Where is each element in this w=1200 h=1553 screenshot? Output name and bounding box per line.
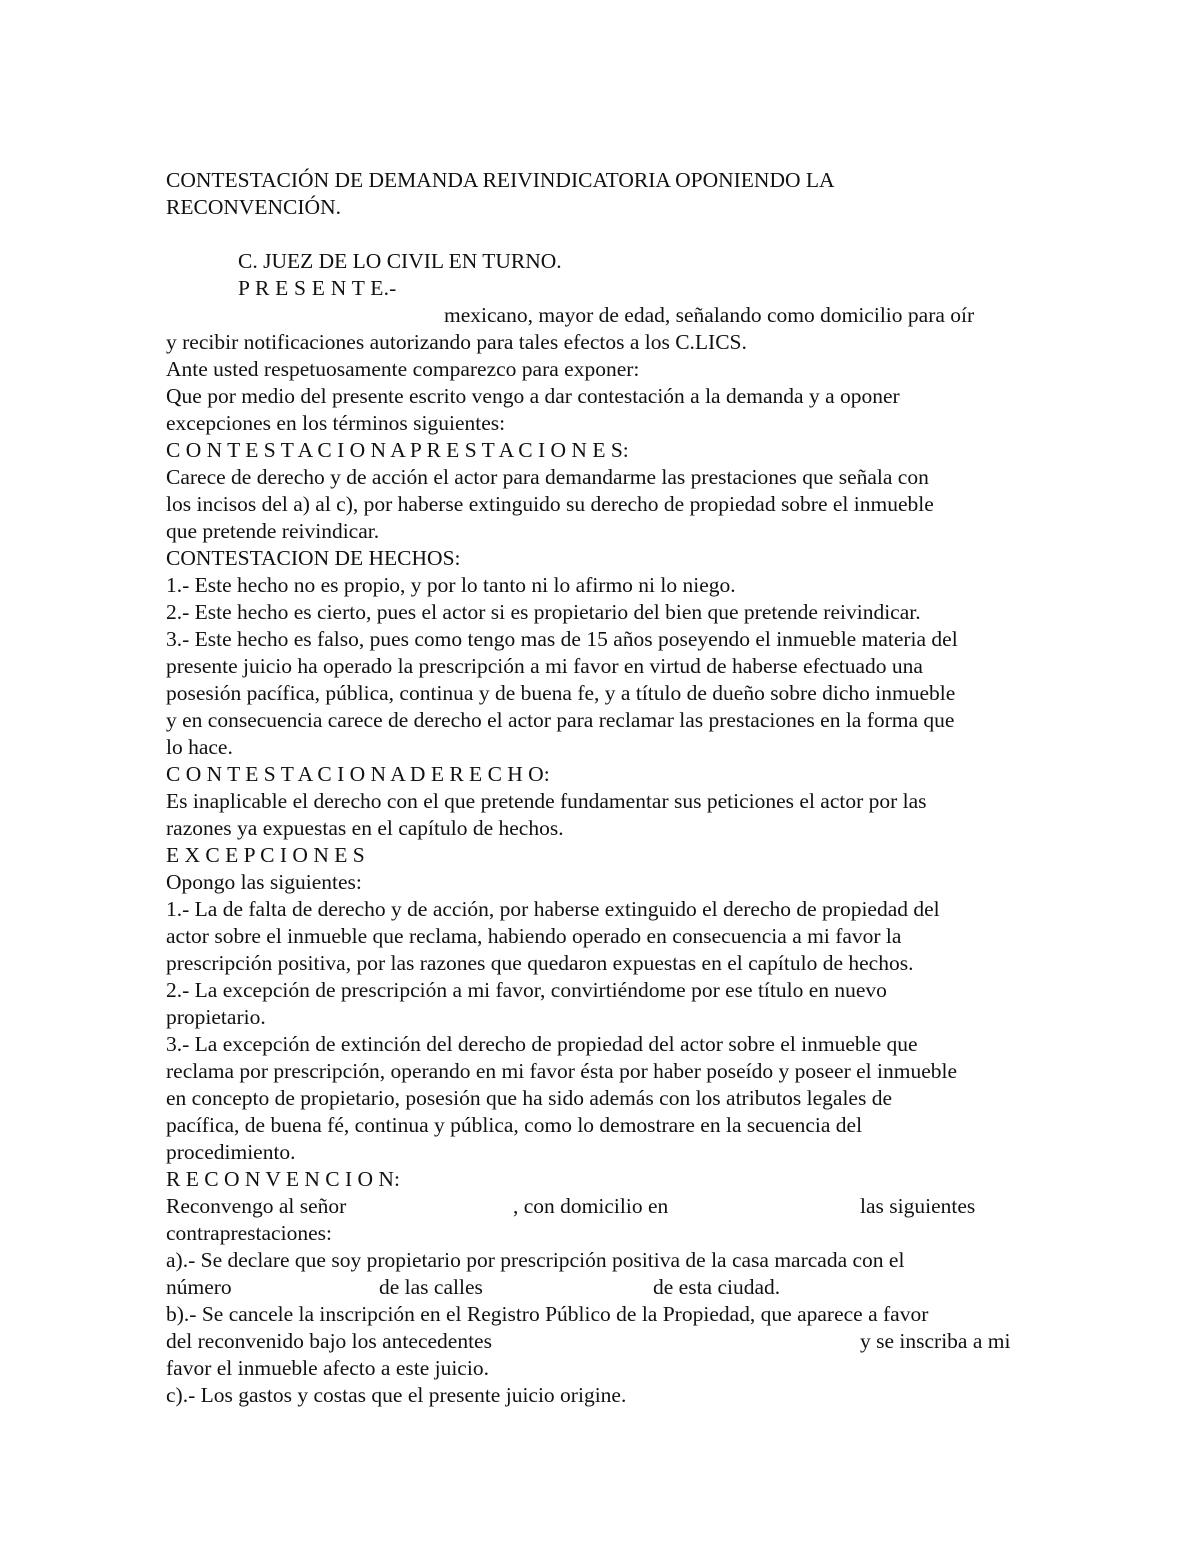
item-a-ciudad: de esta ciudad. bbox=[653, 1275, 781, 1299]
reconvengo-part-1: Reconvengo al señor bbox=[166, 1194, 347, 1218]
excepciones-line-1: 1.- La de falta de derecho y de acción, por haberse extinguido el derecho de propiedad del bbox=[166, 897, 940, 921]
item-b-line-3: favor el inmueble afecto a este juicio. bbox=[166, 1356, 489, 1380]
derecho-line-1: Es inaplicable el derecho con el que pretende fundamentar sus peticiones el actor por las bbox=[166, 789, 927, 813]
item-a-numero: número bbox=[166, 1275, 232, 1299]
excepciones-line-7: reclama por prescripción, operando en mi favor ésta por haber poseído y poseer el inmueble bbox=[166, 1059, 958, 1083]
heading-reconvencion: R E C O N V E N C I O N: bbox=[166, 1167, 400, 1191]
heading-contestacion-derecho: C O N T E S T A C I O N A D E R E C H O: bbox=[166, 762, 550, 786]
item-c-line: c).- Los gastos y costas que el presente juicio origine. bbox=[166, 1383, 627, 1407]
hechos-line-7: lo hace. bbox=[166, 735, 233, 759]
derecho-line-2: razones ya expuestas en el capítulo de hechos. bbox=[166, 816, 564, 840]
hechos-line-1: 1.- Este hecho no es propio, y por lo tanto ni lo afirmo ni lo niego. bbox=[166, 573, 736, 597]
heading-contestacion-prestaciones: C O N T E S T A C I O N A P R E S T A C I O N E S: bbox=[166, 438, 629, 462]
que-por-medio-line-1: Que por medio del presente escrito vengo a dar contestación a la demanda y a oponer bbox=[166, 384, 900, 408]
ante-usted-line: Ante usted respetuosamente comparezco para exponer: bbox=[166, 357, 640, 381]
intro-line-2: y recibir notificaciones autorizando para tales efectos a los C.LICS. bbox=[166, 330, 747, 354]
contraprestaciones-line: contraprestaciones: bbox=[166, 1221, 332, 1245]
reconvengo-part-3: las siguientes bbox=[860, 1194, 976, 1218]
excepciones-line-3: prescripción positiva, por las razones que quedaron expuestas en el capítulo de hechos. bbox=[166, 951, 914, 975]
excepciones-line-8: en concepto de propietario, posesión que ha sido además con los atributos legales de bbox=[166, 1086, 893, 1110]
blank-line bbox=[166, 221, 1046, 248]
hechos-line-4: presente juicio ha operado la prescripción a mi favor en virtud de haberse efectuado una bbox=[166, 654, 923, 678]
document-title-line-1: CONTESTACIÓN DE DEMANDA REIVINDICATORIA OPONIENDO LA bbox=[166, 168, 835, 192]
reconvengo-line bbox=[166, 1193, 1046, 1220]
document-body bbox=[166, 167, 1046, 1409]
excepciones-line-10: procedimiento. bbox=[166, 1140, 296, 1164]
item-a-line-1: a).- Se declare que soy propietario por prescripción positiva de la casa marcada con el bbox=[166, 1248, 905, 1272]
item-a-calles: de las calles bbox=[379, 1275, 483, 1299]
excepciones-line-4: 2.- La excepción de prescripción a mi favor, convirtiéndome por ese título en nuevo bbox=[166, 978, 887, 1002]
hechos-line-3: 3.- Este hecho es falso, pues como tengo mas de 15 años poseyendo el inmueble materia del bbox=[166, 627, 958, 651]
item-b-line-1: b).- Se cancele la inscripción en el Registro Público de la Propiedad, que aparece a favor bbox=[166, 1302, 929, 1326]
hechos-line-5: posesión pacífica, pública, continua y de buena fe, y a título de dueño sobre dicho inmueble bbox=[166, 681, 956, 705]
item-b-inscriba: y se inscriba a mi bbox=[860, 1329, 1011, 1353]
heading-excepciones: E X C E P C I O N E S bbox=[166, 843, 365, 867]
heading-contestacion-hechos: CONTESTACION DE HECHOS: bbox=[166, 546, 461, 570]
que-por-medio-line-2: excepciones en los términos siguientes: bbox=[166, 411, 506, 435]
item-b-line-2 bbox=[166, 1328, 1046, 1355]
prestaciones-line-2: los incisos del a) al c), por haberse extinguido su derecho de propiedad sobre el inmueble bbox=[166, 492, 934, 516]
opongo-line: Opongo las siguientes: bbox=[166, 870, 362, 894]
excepciones-line-2: actor sobre el inmueble que reclama, habiendo operado en consecuencia a mi favor la bbox=[166, 924, 902, 948]
item-b-antecedentes: del reconvenido bajo los antecedentes bbox=[166, 1329, 492, 1353]
hechos-line-2: 2.- Este hecho es cierto, pues el actor si es propietario del bien que pretende reivindicar. bbox=[166, 600, 921, 624]
item-a-line-2 bbox=[166, 1274, 1046, 1301]
addressee: C. JUEZ DE LO CIVIL EN TURNO. bbox=[238, 249, 562, 273]
prestaciones-line-1: Carece de derecho y de acción el actor para demandarme las prestaciones que señala con bbox=[166, 465, 929, 489]
reconvengo-part-2: , con domicilio en bbox=[513, 1194, 669, 1218]
intro-line-1: mexicano, mayor de edad, señalando como domicilio para oír bbox=[444, 303, 975, 327]
excepciones-line-5: propietario. bbox=[166, 1005, 266, 1029]
prestaciones-line-3: que pretende reivindicar. bbox=[166, 519, 380, 543]
excepciones-line-9: pacífica, de buena fé, continua y pública, como lo demostrare en la secuencia del bbox=[166, 1113, 863, 1137]
excepciones-line-6: 3.- La excepción de extinción del derecho de propiedad del actor sobre el inmueble que bbox=[166, 1032, 918, 1056]
presente-heading: P R E S E N T E.- bbox=[238, 276, 397, 300]
document-title-line-2: RECONVENCIÓN. bbox=[166, 195, 341, 219]
hechos-line-6: y en consecuencia carece de derecho el actor para reclamar las prestaciones en la forma que bbox=[166, 708, 955, 732]
